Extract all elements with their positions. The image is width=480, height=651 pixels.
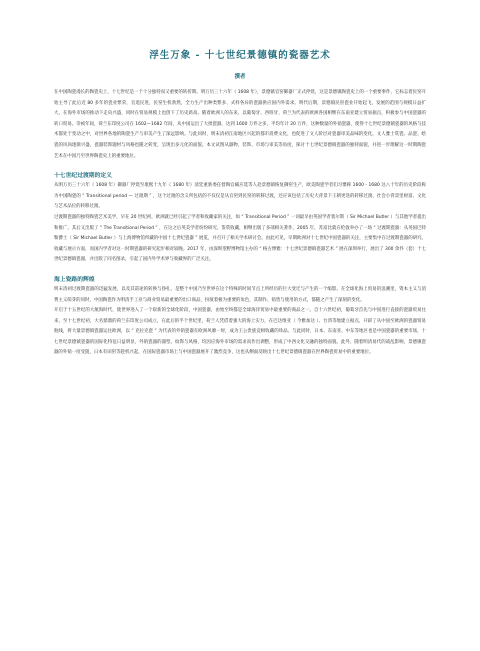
section2-paragraph-2: 开启于十五世纪的大航海时代，使世界进入了一个崭新的全球化阶段，中国瓷器，由始至终都是全球海洋贸易中最重要的商品之一。自十六世纪初，葡萄牙首先与中国进行直接的瓷器贸易往来，至十七世纪初，大名鼎鼎的荷兰东印度公司成立，在此后的半个世纪里，荷兰人凭借着强大的海上实力，在巴达维亚（ 今雅加达 ）、台湾等地建立据点，开辟了从中国至欧洲的瓷器贸易航线，将大量景德镇瓷器运往欧洲，以 “ 克拉克瓷 ” 为代表的外销瓷器在欧洲风靡一时，成为王公贵族竞相收藏的珍品。与此同时，日本、东南亚、中东等地区也是中国瓷器的重要市场，十七世纪景德镇瓷器的国际化特征日益明显，外销瓷器的器型、纹饰与风格，均因应海外市场的需求而作出调整，形成了中西文化交融的独特面貌。此外，随着明清易代的战乱影响，景德镇瓷器的外销一度受阻，日本有田窑等趁机兴起，在国际瓷器市场上与中国瓷器展开了激烈竞争，这也从侧面反映出十七世纪景德镇瓷器在世界陶瓷贸易中的重要地位。 (54, 308, 426, 356)
section1-paragraph-1: 从明万历三十六年（ 1608 年）御器厂停烧至康熙十九年（ 1680 年）清廷重新委任督陶官臧应选等人赴景德镇恢复御窑生产，欧美陶瓷学者们习惯称 1600 - 1680 这八十年的历史阶段称为中国陶瓷的 “ Transitional period — 过渡期 ” ，这个过渡的含义所包括的不仅仅是从官窑到民窑的转移过渡，还应该包括了历史大背景下王朝更迭的转移过渡、社会小背景里财富、文化与艺术品位的转移过渡。 (54, 183, 426, 210)
section2-paragraph-1: 明末清初过渡期瓷器的迅猛发展，以及其前途的转换与挣扎，是整个中国乃至世界在这个特殊的时间节点上所经历的巨大变迁与产生的一个缩影。在全球化海上贸易的浪潮里，资本主义与消费主义萌芽的同时，中国陶瓷作为明清手工业与商业贸易最重要的出口商品，扮演着极为重要的角色，其制作、销售与使用的方式，都随之产生了深刻的变化。 (54, 286, 426, 303)
author-line: 撰者 (234, 74, 246, 80)
section1-paragraph-2: 过渡期瓷器的独特陶瓷艺术美学，早在 20 世纪初，欧洲就已经引起了学者和收藏家的关注，如 “ Transitional Period ” 一词最早由英国学者裴尔斯（ Sir Michael Butler ）与其他学者提出和推广，其后又出版了 “ The Transitional Period ” ，在这之后英美学者纷纷研究、鉴赏收藏，相继出版了多部相关著作，2005 年，苏富比就在伦敦举办了一场 “ 过渡期瓷器：从英国巴特勒爵士（ Sir Michael Butler ）与上海博物馆所藏的中国十七世纪瓷器 ” 展览，并召开了相关学术研讨会。由此可见，早期欧洲对十七世纪中国瓷器的关注，主要集中在过渡期瓷器的研究、收藏与展示方面，而国内学者对这一时期瓷器的研究起步相对较晚。2017 年，由深圳望野博物馆主办的 “ 格古博雅：十七世纪景德镇瓷器艺术 ” 展在深圳举行，展出了 300 余件（套）十七世纪景德镇瓷器，并出版了同名图录，引起了国内外学术界与收藏界的广泛关注。 (54, 214, 426, 263)
intro-paragraph: 在中国陶瓷漫长的陶瓷史上，十七世纪是一个十分独特而又重要的转折期。明万历三十六年（ 1608 年），景德镇官窑御器厂正式停烧，这是景德镇陶瓷史上的一个重要事件，它标志着民窑开始主导了此后近 80 多年的瓷业繁荣，官退民进，民窑生机勃然，全力生产出种类繁多、式样各异的瓷器供应国内外需求。明代后期，景德镇民窑瓷业开始起飞，发展的范围与规模日益扩大，在海外市场的推动下走向兴盛，同时在贸易规模上也创下了历史新高。随着欧洲人的东来，以葡萄牙、西班牙、荷兰为代表的欧洲各国相继在东南亚建立贸易据点，积极参与中国瓷器的转口贸易。崇祯年间，荷兰东印度公司在 1602—1682 年间，从中国运出了大批瓷器，达到 1600 万件之多，平均年计 20 万件，这种数量的外销瓷器，使得十七世纪景德镇瓷器的风格与技术都处于变动之中，对世界各地的陶瓷生产与审美产生了深远影响。与此同时，明末清初江南地区兴起的都市消费文化，也促进了文人阶层对瓷器审美品味的变化。文人雅士赏瓷、品瓷、绘瓷的风尚逐渐兴盛，瓷器装饰题材与风格也随之转变，呈现出多元化的面貌。本文试图从器物、装饰、市场与审美等角度，探讨十七世纪景德镇瓷器的独特面貌，并进一步理解这一时期陶瓷艺术在中国乃至世界陶瓷史上的重要地位。 (54, 90, 426, 159)
document-title: 浮生万象 - 十七世纪景德镇的瓷器艺术 (149, 50, 331, 61)
section-heading-transitional-period: 十七世纪过渡期的定义 (54, 173, 112, 180)
section-heading-maritime-porcelain-route: 海上瓷路的辉煌 (54, 276, 95, 283)
